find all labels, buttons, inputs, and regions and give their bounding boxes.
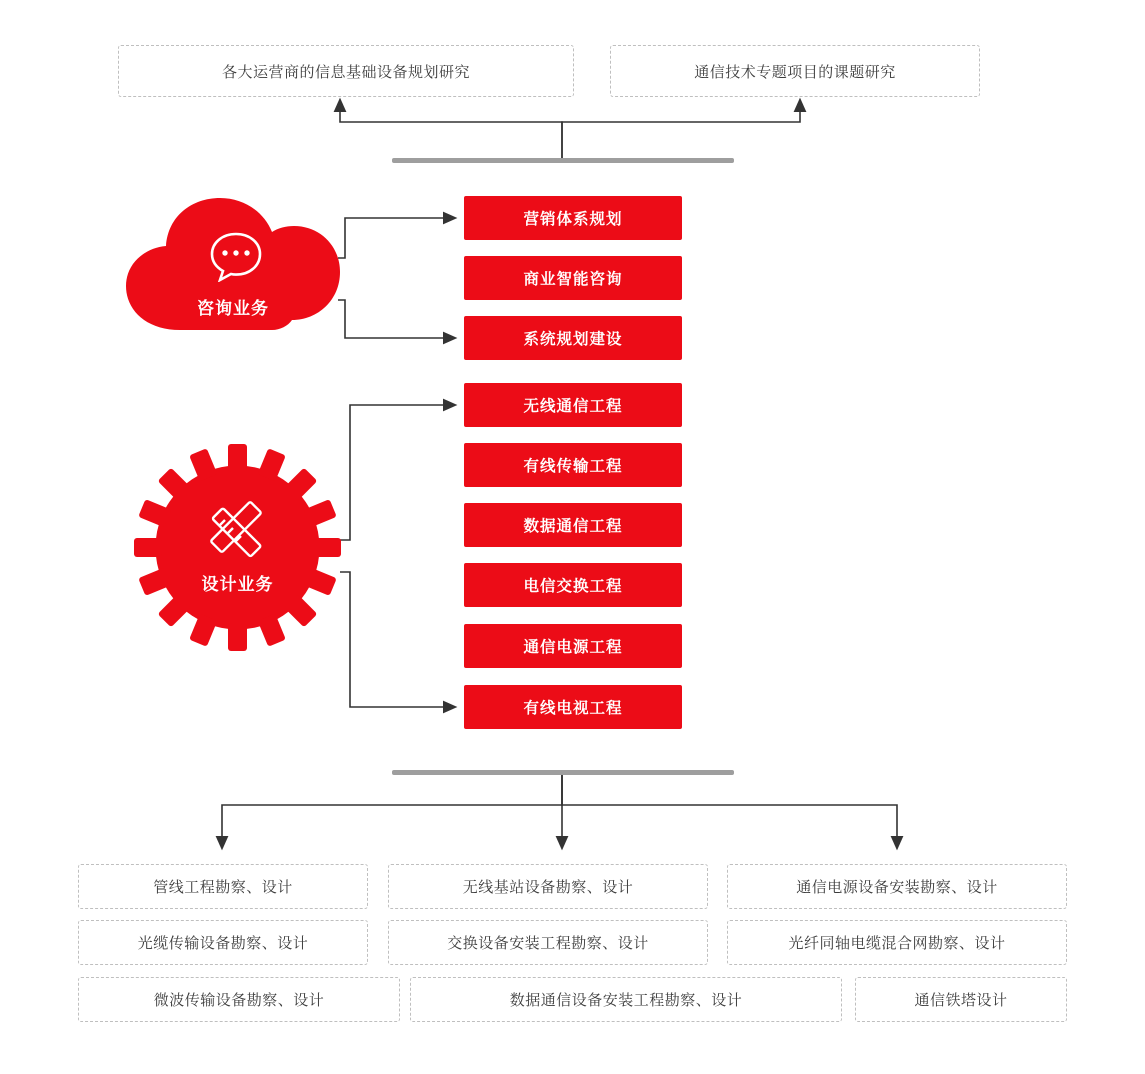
survey-box[interactable] xyxy=(78,864,368,909)
survey-box[interactable] xyxy=(727,920,1067,965)
research-box[interactable] xyxy=(610,45,980,97)
node-consulting[interactable] xyxy=(118,188,348,348)
service-box[interactable] xyxy=(464,443,682,487)
survey-box[interactable] xyxy=(78,920,368,965)
service-box[interactable] xyxy=(464,624,682,668)
research-box-label: 通信技术专题项目的课题研究 xyxy=(694,63,896,81)
survey-box-label: 管线工程勘察、设计 xyxy=(153,879,293,896)
service-box[interactable] xyxy=(464,383,682,427)
service-box[interactable] xyxy=(464,316,682,360)
node-design-label: 设计业务 xyxy=(201,575,274,594)
node-consulting-label: 咨询业务 xyxy=(197,299,269,318)
service-box[interactable] xyxy=(464,256,682,300)
survey-box[interactable] xyxy=(410,977,842,1022)
service-box[interactable] xyxy=(464,685,682,729)
survey-box[interactable] xyxy=(855,977,1067,1022)
survey-box[interactable] xyxy=(388,864,708,909)
ruler-pencil-icon xyxy=(202,495,272,565)
survey-box-label: 数据通信设备安装工程勘察、设计 xyxy=(509,992,743,1009)
service-box-label: 电信交换工程 xyxy=(523,578,623,595)
service-box-label: 系统规划建设 xyxy=(523,331,623,348)
chat-bubble-icon xyxy=(208,230,264,282)
survey-box-label: 通信铁塔设计 xyxy=(914,992,1008,1009)
research-box[interactable] xyxy=(118,45,574,97)
service-box[interactable] xyxy=(464,563,682,607)
service-box[interactable] xyxy=(464,503,682,547)
service-box-label: 有线传输工程 xyxy=(523,458,623,475)
service-box[interactable] xyxy=(464,196,682,240)
research-box-label: 各大运营商的信息基础设备规划研究 xyxy=(221,63,470,81)
survey-box-label: 光纤同轴电缆混合网勘察、设计 xyxy=(788,935,1006,952)
divider-top xyxy=(392,158,734,163)
survey-box[interactable] xyxy=(727,864,1067,909)
divider-bottom xyxy=(392,770,734,775)
service-box-label: 营销体系规划 xyxy=(523,211,623,228)
survey-box[interactable] xyxy=(78,977,400,1022)
survey-box-label: 通信电源设备安装勘察、设计 xyxy=(796,879,998,896)
node-design[interactable] xyxy=(130,440,345,655)
survey-box-label: 光缆传输设备勘察、设计 xyxy=(137,935,309,952)
survey-box-label: 无线基站设备勘察、设计 xyxy=(462,879,634,896)
survey-box[interactable] xyxy=(388,920,708,965)
service-box-label: 数据通信工程 xyxy=(523,518,623,535)
service-box-label: 有线电视工程 xyxy=(523,700,623,717)
service-box-label: 通信电源工程 xyxy=(523,639,623,656)
survey-box-label: 微波传输设备勘察、设计 xyxy=(153,992,325,1009)
survey-box-label: 交换设备安装工程勘察、设计 xyxy=(447,935,649,952)
service-box-label: 商业智能咨询 xyxy=(523,271,623,288)
service-box-label: 无线通信工程 xyxy=(523,398,623,415)
